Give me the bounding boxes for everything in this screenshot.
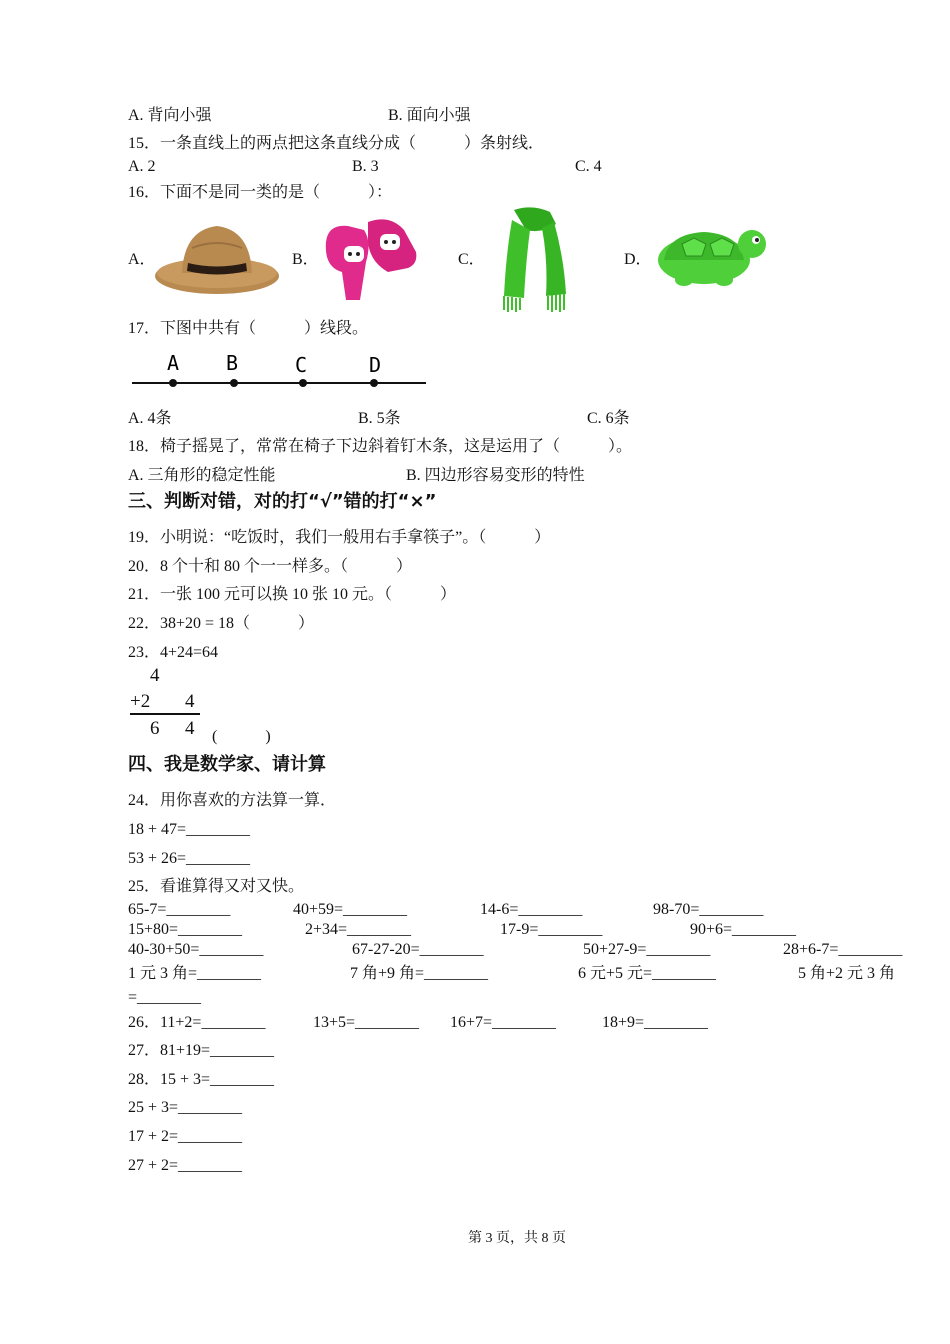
q25-r2-c2: 2+34=________ — [305, 921, 412, 938]
q25-r3-c2: 67-27-20=________ — [352, 941, 484, 958]
point-d — [370, 379, 378, 387]
q16-stem: 16．下面不是同一类的是（ ）： — [128, 184, 393, 201]
line-segment-figure — [130, 350, 430, 394]
q25-r3-c4: 28+6-7=________ — [783, 941, 903, 958]
q15-stem: 15．一条直线上的两点把这条直线分成（ ）条射线． — [128, 135, 545, 152]
q25-r2-c1: 15+80=________ — [128, 921, 243, 938]
q24-item-1: 18 + 47=________ — [128, 821, 251, 838]
label-b: B — [225, 351, 239, 375]
point-a — [169, 379, 177, 387]
vertical-row-1: 4 — [150, 665, 160, 686]
q25-r4-c4: 5 角+2 元 3 角 — [798, 965, 896, 982]
q18-option-a: A. 三角形的稳定性能 — [128, 467, 276, 484]
q25-r1-c1: 65-7=________ — [128, 901, 231, 918]
q25-r3-c1: 40-30+50=________ — [128, 941, 264, 958]
q28-item-4: 27 + 2=________ — [128, 1157, 243, 1174]
q25-r1-c2: 40+59=________ — [293, 901, 408, 918]
q25-r5: =________ — [128, 989, 202, 1006]
pink-gloves-image — [318, 212, 420, 304]
q19: 19．小明说：“吃饭时，我们一般用右手拿筷子”。（ ） — [128, 529, 551, 546]
q28-item-3: 17 + 2=________ — [128, 1128, 243, 1145]
q25-r2-c4: 90+6=________ — [690, 921, 797, 938]
q22: 22．38+20 = 18（ ） — [128, 615, 315, 632]
q25-r2-c3: 17-9=________ — [500, 921, 603, 938]
q23-stem: 23．4+24=64 — [128, 644, 219, 661]
q15-option-a: A. 2 — [128, 158, 156, 175]
q28-item-2: 25 + 3=________ — [128, 1099, 243, 1116]
label-c: C — [294, 353, 308, 377]
q21: 21．一张 100 元可以换 10 张 10 元。（ ） — [128, 586, 457, 603]
vertical-row-3-tens: 6 — [150, 718, 160, 739]
q26-item-2: 13+5=________ — [313, 1014, 420, 1031]
q17-option-c: C. 6条 — [587, 410, 630, 427]
q28-item-1: 28．15 + 3=________ — [128, 1071, 275, 1088]
section-4-title: 四、我是数学家、请计算 — [128, 754, 326, 775]
q26-item-3: 16+7=________ — [450, 1014, 557, 1031]
label-a: A — [166, 351, 180, 375]
turtle-image — [654, 226, 770, 290]
q15-option-c: C. 4 — [575, 158, 602, 175]
q16-option-d: D． — [624, 251, 652, 268]
q23-answer-paren: ( ) — [212, 728, 271, 745]
q25-stem: 25．看谁算得又对又快。 — [128, 878, 305, 895]
sum-line — [130, 713, 200, 715]
q25-r3-c3: 50+27-9=________ — [583, 941, 711, 958]
q14-option-a: A. 背向小强 — [128, 107, 212, 124]
q25-r1-c3: 14-6=________ — [480, 901, 583, 918]
q17-option-b: B. 5条 — [358, 410, 401, 427]
vertical-row-2-sign: +2 — [130, 691, 151, 712]
q18-stem: 18．椅子摇晃了，常常在椅子下边斜着钉木条，这是运用了（ ）。 — [128, 438, 633, 455]
straw-hat-image — [152, 218, 282, 298]
q18-option-b: B. 四边形容易变形的特性 — [406, 467, 585, 484]
vertical-row-2-digit: 4 — [185, 691, 195, 712]
label-d: D — [368, 353, 382, 377]
point-c — [299, 379, 307, 387]
q17-stem: 17．下图中共有（ ）线段。 — [128, 320, 369, 337]
section-3-title: 三、判断对错，对的打“√”错的打“×” — [128, 491, 437, 512]
page-footer: 第 3 页，共 8 页 — [468, 1231, 566, 1246]
q24-item-2: 53 + 26=________ — [128, 850, 251, 867]
q25-r4-c1: 1 元 3 角=________ — [128, 965, 262, 982]
q16-option-a: A． — [128, 251, 156, 268]
q16-option-c: C． — [458, 251, 485, 268]
green-scarf-image — [486, 204, 578, 312]
q27: 27．81+19=________ — [128, 1042, 275, 1059]
q25-r4-c2: 7 角+9 角=________ — [350, 965, 489, 982]
q26-item-4: 18+9=________ — [602, 1014, 709, 1031]
vertical-row-3-ones: 4 — [185, 718, 195, 739]
q25-r4-c3: 6 元+5 元=________ — [578, 965, 717, 982]
q15-option-b: B. 3 — [352, 158, 379, 175]
q25-r1-c4: 98-70=________ — [653, 901, 764, 918]
point-b — [230, 379, 238, 387]
q20: 20．8 个十和 80 个一一样多。（ ） — [128, 558, 413, 575]
q24-stem: 24．用你喜欢的方法算一算． — [128, 792, 337, 809]
q16-option-b: B． — [292, 251, 319, 268]
q17-option-a: A. 4条 — [128, 410, 172, 427]
q26-item-1: 26．11+2=________ — [128, 1014, 266, 1031]
q14-option-b: B. 面向小强 — [388, 107, 471, 124]
